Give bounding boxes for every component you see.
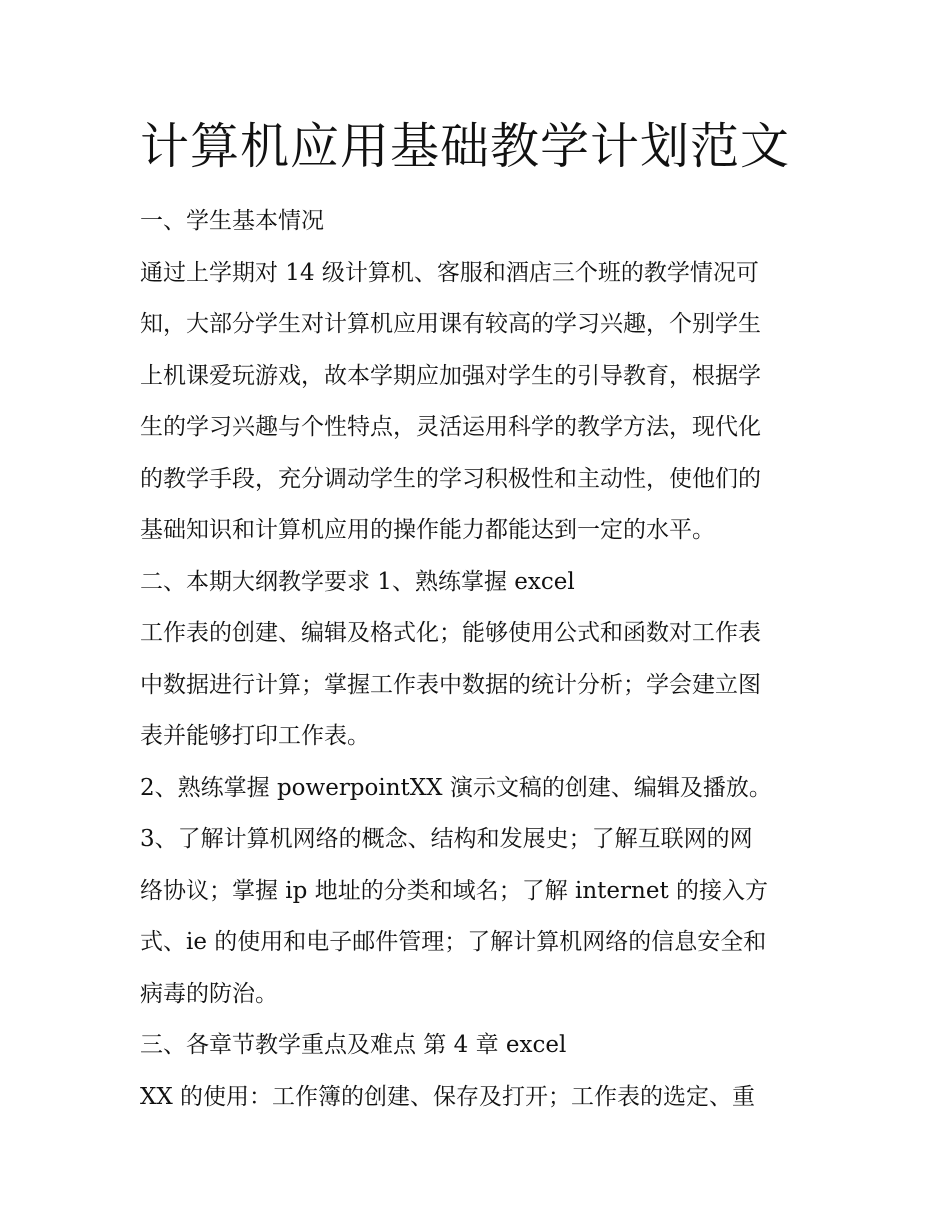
document-page (140, 112, 830, 1123)
paragraph-line: 式、ie 的使用和电子邮件管理；了解计算机网络的信息安全和 (140, 929, 767, 955)
paragraph-line: 中数据进行计算；掌握工作表中数据的统计分析；学会建立图 (140, 671, 761, 698)
section-heading-key-points: 三、各章节教学重点及难点 第 4 章 excel (140, 1032, 567, 1058)
document-body (140, 196, 830, 1123)
section-heading-syllabus-requirements: 二、本期大纲教学要求 1、熟练掌握 excel (140, 568, 575, 595)
paragraph-line: 的教学手段，充分调动学生的学习积极性和主动性，使他们的 (140, 465, 761, 492)
paragraph-line: 通过上学期对 14 级计算机、客服和酒店三个班的教学情况可 (140, 259, 759, 286)
list-item-powerpoint: 2、熟练掌握 powerpointXX 演示文稿的创建、编辑及播放。 (140, 774, 772, 801)
list-item-network: 3、了解计算机网络的概念、结构和发展史；了解互联网的网 (140, 826, 753, 852)
paragraph-line: 上机课爱玩游戏，故本学期应加强对学生的引导教育，根据学 (140, 362, 761, 389)
paragraph-line: 基础知识和计算机应用的操作能力都能达到一定的水平。 (140, 517, 715, 543)
paragraph-line: XX 的使用：工作簿的创建、保存及打开；工作表的选定、重 (140, 1083, 756, 1110)
paragraph-line: 生的学习兴趣与个性特点，灵活运用科学的教学方法，现代化 (140, 414, 761, 440)
paragraph-line: 表并能够打印工作表。 (140, 723, 370, 749)
paragraph-line: 知，大部分学生对计算机应用课有较高的学习兴趣，个别学生 (140, 311, 761, 337)
paragraph-line: 络协议；掌握 ip 地址的分类和域名；了解 internet 的接入方 (140, 877, 769, 904)
paragraph-line: 病毒的防治。 (140, 980, 278, 1007)
paragraph-line: 工作表的创建、编辑及格式化；能够使用公式和函数对工作表 (140, 620, 761, 646)
section-heading-student-situation: 一、学生基本情况 (140, 208, 324, 234)
document-title: 计算机应用基础教学计划范文 (140, 118, 791, 175)
